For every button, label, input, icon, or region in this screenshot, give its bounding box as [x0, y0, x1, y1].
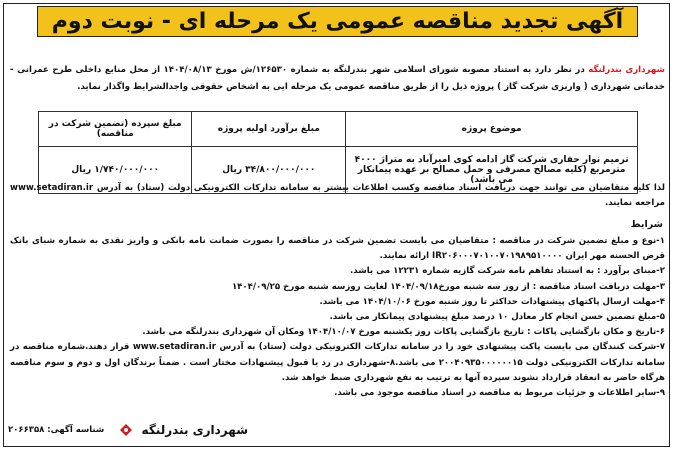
footer: [8, 415, 248, 445]
condition-item: ۶-تاریخ و مکان بازگشایی پاکات : تاریخ بازگشایی پاکات روز یکشنبه مورخ ۱۴۰۴/۱۰/۰۷ ومکان آن شهرداری بندرلنگه می باشد.: [142, 327, 665, 338]
condition-item: ۳-مهلت دریافت اسناد مناقصه : از روز سه شنبه مورخ۱۴۰۴/۰۹/۱۸ لغایت روزسه شنبه مورخ ۱۴۰۴/۰۹/۲۵: [231, 281, 665, 292]
notice-text: لذا کلیه متقاضیان می توانند جهت دریافت اسناد مناقصه وکسب اطلاعات بیشتر به سامانه تدارکات الکترونیکی دولت (ستاد) به آدرس: [96, 183, 666, 193]
condition-item: ۴-مهلت ارسال پاکتهای پیشنهادات حداکثر تا روز شنبه مورخ ۱۴۰۴/۱۰/۰۶ می باشد.: [319, 296, 665, 307]
intro-paragraph: [10, 62, 665, 96]
signature: [119, 423, 248, 438]
ad-id: شناسه آگهی: ۲۰۶۶۳۵۸: [8, 425, 105, 435]
cell-estimate: ۳۴/۸۰۰/۰۰۰/۰۰۰ ریال: [192, 147, 346, 194]
signature-text: شهرداری بندرلنگه: [141, 422, 248, 437]
header-subject: موضوع پروژه: [346, 112, 638, 147]
table-header-row: [39, 112, 638, 147]
intro-lead: شهرداری بندرلنگه: [588, 65, 665, 75]
condition-item: ۷-شرکت کنندگان می بایست پاکت پیشنهادی خود را در سامانه تدارکات الکترونیکی دولت (ستاد) به آدرس www.setadiran.ir قرار دهند.شماره مناقصه در سامانه تدارکات الکترونیکی دولت ۲۰۰۴۰۹۳۵۰۰۰۰۰۰۱۵ می باشد.۸-شهرداری در رد یا قبول پیشنهادات مختار است . ضمناً برندگان اول و دوم و سوم مناقصه هرگاه حاضر به انعقاد قرارداد نشوند سپرده آنها به ترتیب به نفع شهرداری ضبط خواهد شد.: [10, 342, 665, 383]
title-wrap: [0, 6, 675, 37]
conditions-heading: شرایط: [630, 219, 663, 230]
conditions-list: [10, 234, 665, 401]
municipality-logo-icon: [119, 423, 133, 437]
notice-tail: مراجعه نمایند.: [604, 198, 665, 208]
cell-subject: ترمیم نوار حفاری شرکت گاز ادامه کوی امیرآباد به متراژ ۴۰۰۰ مترمربع (کلیه مصالح مصرفی و حمل مصالح بر عهده پیمانکار می باشد): [346, 147, 638, 194]
setad-link[interactable]: www.setadiran.ir: [10, 183, 94, 193]
condition-item: ۵-مبلغ تضمین حسن انجام کار معادل ۱۰ درصد مبلغ پیشنهادی پیمانکار می باشد.: [329, 312, 665, 323]
condition-item: ۱-نوع و مبلغ تضمین شرکت در مناقصه : متقاضیان می بایست تضمین شرکت در مناقصه را بصورت ضمانت نامه بانکی و واریز نقدی به شماره شبای بانک قرض الحسنه مهر ایران IR۲۰۶۰۰۰۷۰۱۰۰۷۰۱۹۸۹۵۱۰۰۰۰ ارائه نمایند.: [10, 236, 665, 262]
condition-item: ۲-مبنای برآورد : به استناد تفاهم نامه شرکت گازیه شماره ۱۲۲۳۱ می باشد.: [350, 266, 665, 277]
notice-paragraph: [10, 181, 665, 211]
condition-item: ۹-سایر اطلاعات و جزئیات مربوط به مناقصه در اسناد مناقصه موجود می باشد.: [334, 388, 665, 399]
cell-deposit: ۱/۷۴۰/۰۰۰/۰۰۰ ریال: [39, 147, 192, 194]
header-estimate: مبلغ برآورد اولیه پروژه: [192, 112, 346, 147]
notice-title: آگهی تجدید مناقصه عمومی یک مرحله ای - نوبت دوم: [37, 6, 638, 37]
header-deposit: مبلغ سپرده (تضمین شرکت در مناقصه): [39, 112, 192, 147]
intro-text: در نظر دارد به استناد مصوبه شورای اسلامی شهر بندرلنگه به شماره ۱۲۶۵۳۰/ش مورخ ۱۴۰۴/۰۸/۱۳ از محل منابع داخلی طرح عمرانی - خدماتی شهرداری ( واریزی شرکت گاز ) پروژه ذیل را از طریق مناقصه عمومی یک مرحله ایی به اشخاص حقوقی واجدالشرایط واگذار نماید.: [10, 65, 665, 92]
